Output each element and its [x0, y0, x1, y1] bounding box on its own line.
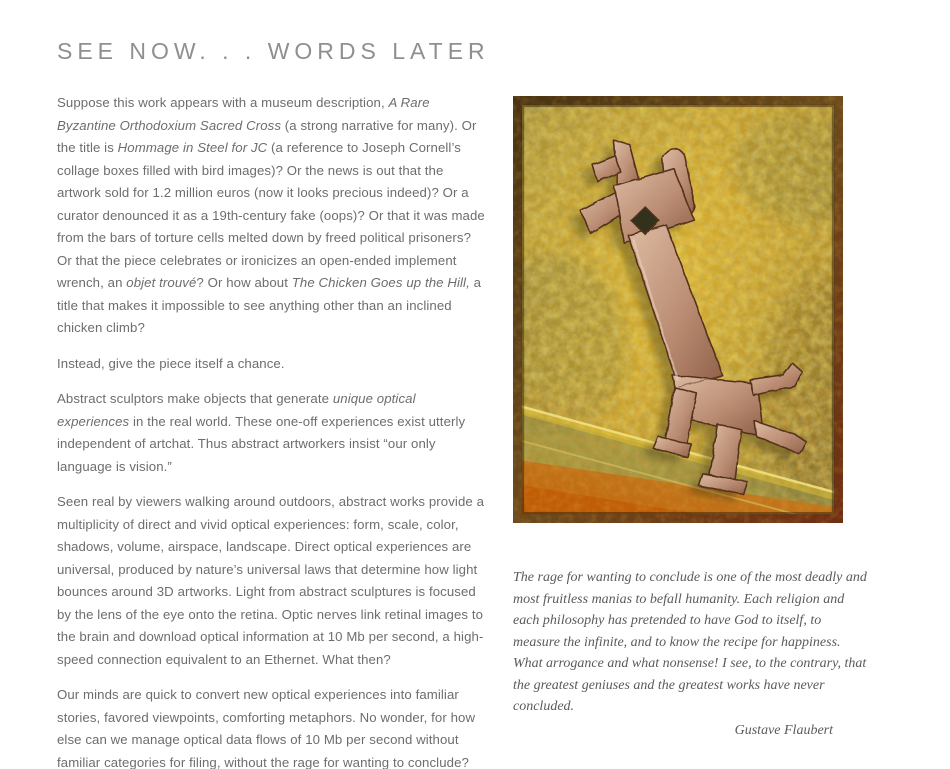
paragraph: Seen real by viewers walking around outdoors, abstract works provide a multiplicity of direct and vivid optical experiences: form, scale, color, shadows, volume, airspace, landscape. Direct optical experiences are universal, produced by nature’s universal laws that determine how light bounces around 3D artworks. Light from abstract sculptures is focused by the lens of the eye onto the retina. Optic nerves link retinal images to the brain and download optical information at 10 Mb per second, a high-speed connection equivalent to an Ethernet. What then?	[57, 494, 485, 667]
quote-attribution: Gustave Flaubert	[734, 722, 833, 738]
artwork-figure	[513, 96, 843, 523]
quote-text: The rage for wanting to conclude is one of the most deadly and most fruitless manias to befall humanity. Each religion and each philosophy has pretended to have God to itself, to measure the infinite, and to know the recipe for happiness. What arrogance and what nonsense! I see, to the contrary, that the greatest geniuses and the greatest works have never concluded.	[513, 570, 867, 714]
artwork-background	[513, 105, 843, 523]
artwork-image	[513, 96, 843, 523]
paragraph: Abstract sculptors make objects that generate unique optical experiences in the real world. These one-off experiences exist utterly independent of artchat. Thus abstract artworkers insist “our only language is vision.”	[57, 391, 466, 474]
page-title: SEE NOW. . . WORDS LATER	[57, 38, 490, 64]
paragraph: Suppose this work appears with a museum description, A Rare Byzantine Orthodoxium Sacred Cross (a strong narrative for many). Or the title is Hommage in Steel for JC (a reference to Joseph Cornell’s collage boxes filled with bird images)? Or the news is out that the artwork sold for 1.2 million euros (now it looks precious indeed)? Or a curator denounced it as a 19th-century fake (oops)? Or that it was made from the bars of torture cells melted down by freed political prisoners? Or that the piece celebrates or ironicizes an open-ended implement wrench, an objet trouvé? Or how about The Chicken Goes up the Hill, a title that makes it impossible to see anything other than an inclined chicken climb?	[57, 95, 485, 335]
flaubert-quote	[513, 567, 871, 741]
paragraph: Instead, give the piece itself a chance.	[57, 355, 285, 371]
paragraph: Our minds are quick to convert new optical experiences into familiar stories, favored viewpoints, comforting metaphors. No wonder, for how else can we manage optical data flows of 10 Mb per second without familiar categories for filing, without the rage for wanting to conclude?	[57, 687, 476, 769]
article-text	[57, 92, 487, 769]
